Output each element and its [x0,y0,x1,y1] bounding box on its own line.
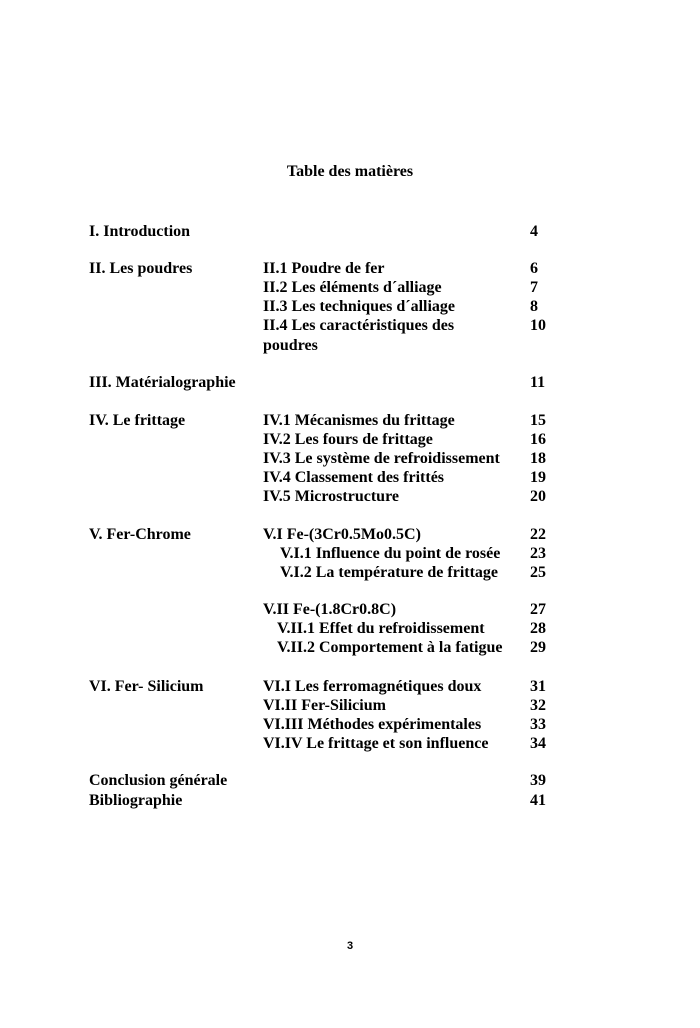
toc-page-number: 32 [530,697,546,714]
toc-page-number: 20 [530,488,546,505]
toc-entry: II.3 Les techniques d´alliage [263,298,456,315]
toc-page-number: 18 [530,450,546,467]
toc-page-number: 6 [530,260,538,277]
toc-subentry: V.I.2 La température de frittage [280,564,499,581]
toc-entry-continuation: poudres [263,337,318,354]
toc-page-number: 15 [530,412,546,429]
toc-chapter-fer-silicium: VI. Fer- Silicium [89,678,204,695]
toc-entry: VI.III Méthodes expérimentales [263,716,482,733]
toc-page-number: 4 [530,223,538,240]
toc-subentry: V.II.1 Effet du refroidissement [277,620,485,637]
page-title: Table des matières [286,163,414,180]
toc-entry: VI.II Fer-Silicium [263,697,386,714]
toc-entry: IV.4 Classement des frittés [263,469,445,486]
toc-page-number: 8 [530,298,538,315]
toc-entry: II.1 Poudre de fer [263,260,385,277]
toc-entry: VI.I Les ferromagnétiques doux [263,678,482,695]
toc-chapter-fer-chrome: V. Fer-Chrome [89,526,191,543]
toc-page-number: 23 [530,545,546,562]
page-number: 3 [346,940,354,952]
toc-entry: IV.3 Le système de refroidissement [263,450,500,467]
toc-entry: IV.1 Mécanismes du frittage [263,412,455,429]
toc-page-number: 10 [530,317,546,334]
toc-chapter-poudres: II. Les poudres [89,260,193,277]
toc-entry: V.II Fe-(1.8Cr0.8C) [263,601,397,618]
toc-subentry: V.II.2 Comportement à la fatigue [277,639,503,656]
toc-page-number: 33 [530,716,546,733]
toc-chapter-introduction: I. Introduction [89,223,191,240]
toc-page-number: 34 [530,735,546,752]
toc-subentry: V.I.1 Influence du point de rosée [280,545,501,562]
toc-page-number: 25 [530,564,546,581]
toc-page-number: 41 [530,792,546,809]
toc-entry: IV.5 Microstructure [263,488,399,505]
toc-page-number: 29 [530,639,546,656]
toc-entry: V.I Fe-(3Cr0.5Mo0.5C) [263,526,421,543]
toc-chapter-materialographie: III. Matérialographie [89,374,236,391]
toc-page-number: 22 [530,526,546,543]
toc-entry: II.2 Les éléments d´alliage [263,279,442,296]
toc-page-number: 27 [530,601,546,618]
toc-page-number: 39 [530,772,546,789]
toc-entry: IV.2 Les fours de frittage [263,431,433,448]
toc-page-number: 28 [530,620,546,637]
toc-page-number: 16 [530,431,546,448]
toc-page-number: 11 [530,374,546,391]
toc-entry: II.4 Les caractéristiques des [263,317,455,334]
toc-entry: VI.IV Le frittage et son influence [263,735,489,752]
toc-page-number: 7 [530,279,538,296]
toc-page-number: 19 [530,469,546,486]
toc-page-number: 31 [530,678,546,695]
toc-chapter-conclusion: Conclusion générale [89,772,228,789]
toc-chapter-frittage: IV. Le frittage [89,412,186,429]
toc-chapter-bibliographie: Bibliographie [89,792,183,809]
